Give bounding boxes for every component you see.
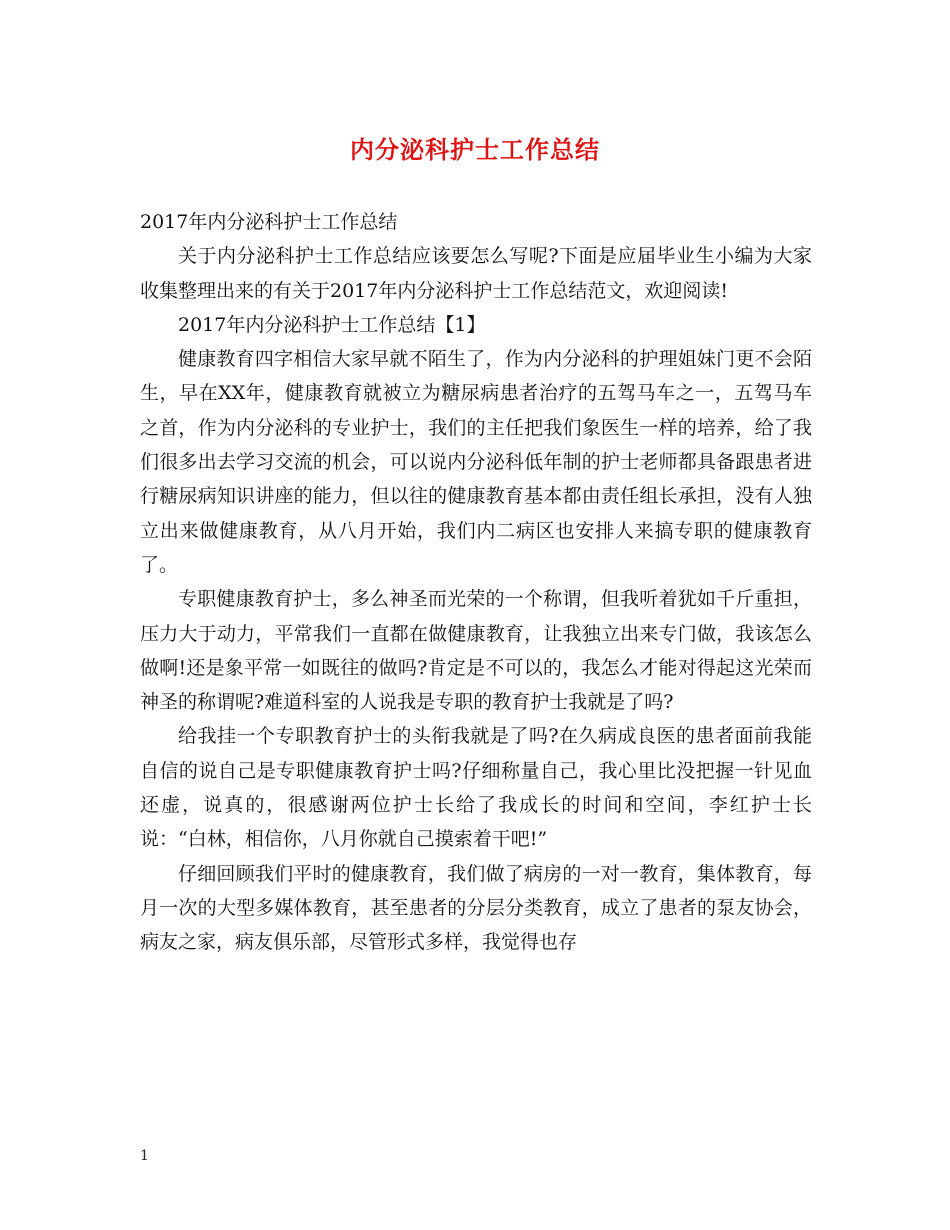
paragraph-intro: 关于内分泌科护士工作总结应该要怎么写呢?下面是应届毕业生小编为大家收集整理出来的有关于2017年内分泌科护士工作总结范文，欢迎阅读! [140,245,812,302]
paragraph-review: 仔细回顾我们平时的健康教育，我们做了病房的一对一教育，集体教育，每月一次的大型多媒体教育，甚至患者的分层分类教育，成立了患者的泵友协会，病友之家，病友俱乐部，尽管形式多样，我觉得也存 [140,862,812,954]
paragraph-dedicated-nurse: 专职健康教育护士，多么神圣而光荣的一个称谓，但我听着犹如千斤重担，压力大于动力，平常我们一直都在做健康教育，让我独立出来专门做，我该怎么做啊!还是象平常一如既往的做吗?肯定是不可以的，我怎么才能对得起这光荣而神圣的称谓呢?难道科室的人说我是专职的教育护士我就是了吗? [140,588,812,714]
document-title: 内分泌科护士工作总结 [350,135,600,164]
document-subtitle: 2017年内分泌科护士工作总结 [140,211,398,233]
document-body [140,205,812,960]
page-number: 1 [140,1148,149,1164]
paragraph-title-responsibility: 给我挂一个专职教育护士的头衔我就是了吗?在久病成良医的患者面前我能自信的说自己是专职健康教育护士吗?仔细称量自己，我心里比没把握一针见血还虚，说真的，很感谢两位护士长给了我成长的时间和空间，李红护士长说：“白林，相信你，八月你就自己摸索着干吧!” [140,725,812,851]
paragraph-health-education: 健康教育四字相信大家早就不陌生了，作为内分泌科的护理姐妹门更不会陌生，早在XX年，健康教育就被立为糖尿病患者治疗的五驾马车之一，五驾马车之首，作为内分泌科的专业护士，我们的主任把我们象医生一样的培养，给了我们很多出去学习交流的机会，可以说内分泌科低年制的护士老师都具备跟患者进行糖尿病知识讲座的能力，但以往的健康教育基本都由责任组长承担，没有人独立出来做健康教育，从八月开始，我们内二病区也安排人来搞专职的健康教育了。 [140,348,812,576]
section-heading: 2017年内分泌科护士工作总结【1】 [178,313,486,336]
